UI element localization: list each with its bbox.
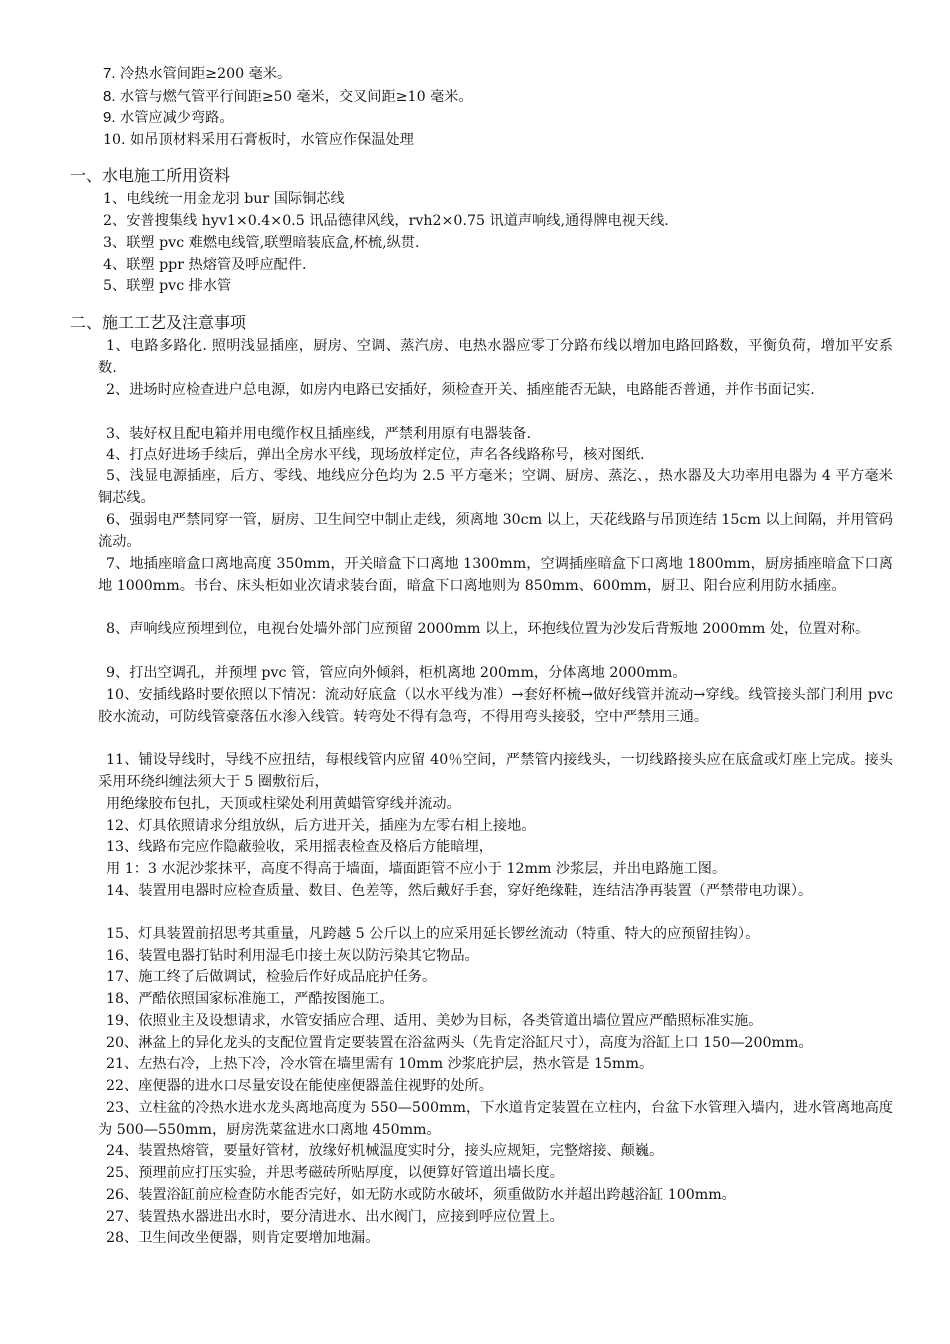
paragraph: 5、浅显电源插座，后方、零线、地线应分色均为 2.5 平方毫米；空调、厨房、蒸汔、，热水器及大功率用电器为 4 平方毫米铜芯线。: [98, 468, 893, 506]
list-item: 4、联塑 ppr 热熔管及呼应配件.: [103, 257, 307, 273]
paragraph: 11、铺设导线时，导线不应扭结，每根线管内应留 40％空间，严禁管内接线头，一切线路接头应在底盒或灯座上完成。接头采用环绕纠缠法须大于 5 圈敷衍后，: [98, 752, 893, 790]
list-item: 3、联塑 pvc 难燃电线管,联塑暗装底盒,杯梳,纵贯.: [103, 235, 420, 251]
paragraph: 1、电路多路化. 照明浅显插座，厨房、空调、蒸汽房、电热水器应零丁分路布线以增加电路回路数，平衡负荷，增加平安系数.: [98, 338, 893, 376]
paragraph: 9、打出空调孔，并预埋 pvc 管，管应向外倾斜，柜机离地 200mm，分体离地 2000mm。: [106, 665, 687, 681]
paragraph: 用 1：3 水泥沙浆抹平，高度不得高于墙面，墙面距管不应小于 12mm 沙浆层，并出电路施工图。: [106, 861, 727, 877]
paragraph: 14、装置用电器时应检查质量、数目、色差等，然后戴好手套，穿好绝缘鞋，连结洁净再装置（严禁带电功课）。: [106, 883, 813, 899]
paragraph: 26、装置浴缸前应检查防水能否完好，如无防水或防水破坏，须重做防水并超出跨越浴缸 100mm。: [106, 1187, 736, 1203]
paragraph: 24、装置热熔管，要量好管材，放缘好机械温度实时分，接头应规矩，完整熔接、颠巍。: [106, 1143, 664, 1159]
paragraph: 3、装好权且配电箱并用电缆作权且插座线，严禁利用原有电器装备.: [106, 426, 531, 442]
paragraph: 8、声响线应预埋到位，电视台处墙外部门应预留 2000mm 以上，环抱线位置为沙发后背叛地 2000mm 处，位置对称。: [106, 621, 870, 637]
paragraph: 16、装置电器打钻时利用湿毛巾接土灰以防污染其它物品。: [106, 948, 479, 964]
paragraph: 28、卫生间改坐便器，则肯定要增加地漏。: [106, 1230, 380, 1246]
paragraph: 27、装置热水器进出水时，要分清进水、出水阀门，应接到呼应位置上。: [106, 1209, 564, 1225]
paragraph: 7、地插座暗盒口离地高度 350mm，开关暗盒下口离地 1300mm，空调插座暗盒下口离地 1800mm，厨房插座暗盒下口离地 1000mm。书台、床头柜如业次请求装台面，暗盒下口离地则为 850mm、600mm，厨卫、阳台应利用防水插座。: [98, 556, 893, 594]
list-item: 1、电线统一用金龙羽 bur 国际铜芯线: [103, 191, 345, 207]
list-item: 7. 冷热水管间距≥200 毫米。: [103, 65, 292, 82]
list-item: 9. 水管应减少弯路。: [103, 109, 234, 126]
paragraph: 17、施工终了后做调试，检验后作好成品庇护任务。: [106, 969, 437, 985]
list-item: 5、联塑 pvc 排水管: [103, 278, 232, 294]
list-item: 2、安普搜集线 hyv1×0.4×0.5 讯品德律风线，rvh2×0.75 讯道声响线,通得牌电视天线.: [103, 213, 669, 229]
paragraph: 12、灯具依照请求分组放纵，后方进开关，插座为左零右相上接地。: [106, 818, 536, 834]
paragraph: 4、打点好进场手续后，弹出全房水平线，现场放样定位，声名各线路称号，核对图纸.: [106, 447, 645, 463]
paragraph: 用绝缘胶布包扎，天顶或柱梁处利用黄蜡管穿线并流动。: [106, 796, 461, 812]
paragraph: 2、进场时应检查进户总电源，如房内电路已安插好，须检查开关、插座能否无缺，电路能否普通，并作书面记实.: [106, 382, 815, 398]
list-item: 8. 水管与燃气管平行间距≥50 毫米，交叉间距≥10 毫米。: [103, 88, 473, 105]
list-item: 10. 如吊顶材料采用石膏板时，水管应作保温处理: [103, 132, 414, 148]
paragraph: 23、立柱盆的冷热水进水龙头离地高度为 550—500mm，下水道肯定装置在立柱内，台盆下水管理入墙内，进水管离地高度为 500—550mm，厨房洗菜盆进水口离地 450mm。: [98, 1100, 893, 1138]
paragraph: 25、预理前应打压实验，并思考磁砖所贴厚度，以便算好管道出墙长度。: [106, 1165, 564, 1181]
paragraph: 15、灯具装置前招思考其重量，凡跨越 5 公斤以上的应采用延长锣丝流动（特重、特大的应预留挂钩）。: [106, 926, 760, 942]
paragraph: 6、强弱电严禁同穿一管，厨房、卫生间空中制止走线，须离地 30cm 以上，天花线路与吊顶连结 15cm 以上间隔，并用管码流动。: [98, 512, 893, 550]
paragraph: 10、安插线路时要依照以下情况：流动好底盒（以水平线为准）→套好杯梳→做好线管并流动→穿线。线管接头部门利用 pvc 胶水流动，可防线管豪落伍水渗入线管。转弯处不得有急弯，不得用弯头接驳，空中严禁用三通。: [98, 687, 893, 725]
section-heading: 二、施工工艺及注意事项: [70, 313, 247, 332]
paragraph: 20、淋盆上的异化龙头的支配位置肯定要装置在浴盆两头（先肯定浴缸尺寸），高度为浴缸上口 150—200mm。: [106, 1035, 813, 1051]
paragraph: 19、依照业主及设想请求，水管安插应合理、适用、美妙为目标，各类管道出墙位置应严酷照标准实施。: [106, 1013, 763, 1029]
paragraph: 13、线路布完应作隐蔽验收，采用摇表检查及格后方能暗埋，: [106, 839, 493, 855]
paragraph: 22、座便器的进水口尽量安设在能使座便器盖住视野的处所。: [106, 1078, 493, 1094]
paragraph: 18、严酷依照国家标准施工，严酷按图施工。: [106, 991, 394, 1007]
paragraph: 21、左热右冷，上热下冷，冷水管在墙里需有 10mm 沙浆庇护层，热水管是 15mm。: [106, 1056, 654, 1072]
section-heading: 一、水电施工所用资料: [70, 166, 231, 185]
